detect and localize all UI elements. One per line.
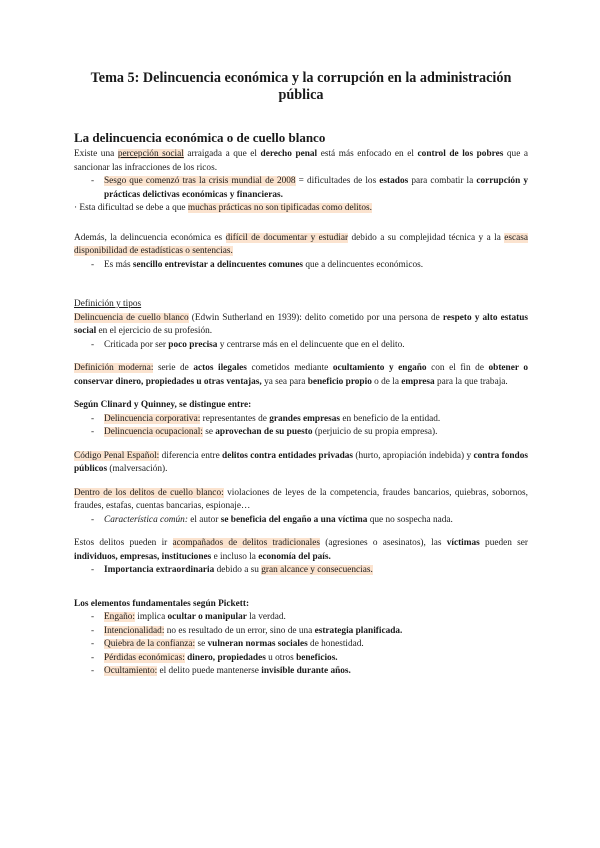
bold-text: invisible durante años. xyxy=(261,666,351,676)
highlight-text: Delincuencia corporativa: xyxy=(104,413,201,424)
bold-text: individuos, empresas, instituciones xyxy=(74,551,212,562)
text: o de la xyxy=(371,376,402,387)
highlight-text: Pérdidas económicas: xyxy=(104,652,185,663)
text: está más enfocado en el xyxy=(317,149,418,159)
bold-text: ocultamiento y engaño xyxy=(332,363,427,373)
text: en el ejercicio de su profesión. xyxy=(96,326,213,336)
text: el delito puede mantenerse xyxy=(157,666,262,676)
list-item xyxy=(74,339,528,353)
bullet-list xyxy=(74,339,528,353)
bold-text: beneficio propio xyxy=(307,376,372,387)
list-item xyxy=(74,665,528,679)
highlight-text: acompañados de delitos tradicionales xyxy=(172,538,320,548)
bullet-list xyxy=(74,259,528,273)
subheading-clinard: Según Clinard y Quinney, se distingue entre: xyxy=(74,400,252,410)
text: u otros xyxy=(265,652,297,663)
text: pueden ser xyxy=(479,538,528,548)
list-item xyxy=(74,175,528,202)
paragraph-sutherland xyxy=(74,312,528,339)
text: Existe una xyxy=(74,149,118,159)
text: ya sea para xyxy=(261,376,308,387)
bold-text: grandes empresas xyxy=(269,413,341,424)
text: representantes de xyxy=(200,413,270,424)
text: violaciones de leyes de la competencia, fraudes bancarios, quiebras, sobornos, fraudes, estafas, cuentas bancarias, espionaje… xyxy=(74,487,529,511)
bold-text: respeto y alto estatus social xyxy=(74,312,528,336)
text: serie de xyxy=(153,363,194,373)
text: · Esta dificultad se debe a que xyxy=(74,203,188,213)
text: e incluso la xyxy=(211,551,259,562)
text: implica xyxy=(134,612,168,622)
subheading-definicion: Definición y tipos xyxy=(74,299,142,309)
text: (malversación). xyxy=(107,464,168,474)
list-item xyxy=(74,426,528,440)
text: debido a su xyxy=(214,565,262,575)
bold-text: víctimas xyxy=(446,538,480,548)
bold-text: sencillo entrevistar a delincuentes comunes xyxy=(132,259,304,270)
bold-text: vulneran normas sociales xyxy=(207,639,308,649)
text: no es resultado de un error, sino de una xyxy=(164,625,315,636)
bold-text: ocultar o manipular xyxy=(167,612,247,622)
text: se xyxy=(202,427,216,437)
highlight-text: Delincuencia de cuello blanco xyxy=(74,312,189,323)
text: para combatir la xyxy=(408,176,477,186)
bold-text: poco precisa xyxy=(168,339,218,350)
highlight-text: Quiebra de la confianza: xyxy=(104,639,196,649)
text: (perjuicio de su propia empresa). xyxy=(312,427,438,437)
text: que a sancionar las infracciones de los ricos. xyxy=(74,149,529,173)
text: (agresiones o asesinatos), las xyxy=(319,538,447,548)
bullet-list xyxy=(74,564,528,578)
paragraph-dentro-de-delitos xyxy=(74,487,528,514)
page-title: Tema 5: Delincuencia económica y la corrupción en la administración pública xyxy=(90,70,512,103)
text: que a delincuentes económicos. xyxy=(303,259,424,270)
text: Criticada por ser xyxy=(104,339,169,350)
bold-text: estados xyxy=(379,176,409,186)
paragraph-percepcion xyxy=(74,148,528,175)
text: (hurto, apropiación indebida) y xyxy=(353,450,474,461)
highlight-text: Código Penal Español: xyxy=(74,450,160,461)
highlight-text: Engaño: xyxy=(104,612,135,622)
text: la verdad. xyxy=(246,612,286,622)
paragraph-dificultad xyxy=(74,202,528,216)
bold-text: economía del país. xyxy=(258,551,331,562)
list-item xyxy=(74,413,528,427)
bold-text: dinero, propiedades xyxy=(187,652,266,663)
highlight-text: difícil de documentar y estudiar xyxy=(225,232,349,243)
bold-text: estrategia planificada. xyxy=(314,625,403,636)
bold-text: aprovechan de su puesto xyxy=(215,427,313,437)
highlight-text: Definición moderna: xyxy=(74,363,154,373)
text: Además, la delincuencia económica es xyxy=(74,232,226,243)
list-item xyxy=(74,564,528,578)
highlight-text: Delincuencia ocupacional: xyxy=(104,427,203,437)
bold-text: actos ilegales xyxy=(193,363,247,373)
subheading-pickett: Los elementos fundamentales según Pickett: xyxy=(74,598,250,609)
text: Es más xyxy=(104,259,133,270)
highlight-text: muchas prácticas no son tipificadas como delitos. xyxy=(187,203,372,213)
highlight-text: Intencionalidad: xyxy=(104,625,165,636)
highlight-text: Dentro de los delitos de cuello blanco: xyxy=(74,487,224,498)
text: y centrarse más en el delincuente que en el delito. xyxy=(217,339,405,350)
list-item xyxy=(74,638,528,652)
text: diferencia entre xyxy=(159,450,223,461)
text: de honestidad. xyxy=(307,639,364,649)
italic-text: Característica común: xyxy=(104,514,188,525)
text: Estos delitos pueden ir xyxy=(74,538,173,548)
highlight-text: percepción social xyxy=(117,149,184,159)
bold-text: derecho penal xyxy=(260,149,318,159)
text: arraigada a que el xyxy=(183,149,261,159)
bold-text: Importancia extraordinaria xyxy=(104,565,215,575)
bold-text: control de los pobres xyxy=(417,149,504,159)
bullet-list xyxy=(74,514,528,528)
list-item xyxy=(74,652,528,666)
text: en beneficio de la entidad. xyxy=(340,413,441,424)
highlight-text: Sesgo que comenzó tras la crisis mundial de 2008 xyxy=(104,176,296,186)
bold-text: corrupción y prácticas delictivas económicas y financieras. xyxy=(104,176,529,200)
text: (Edwin Sutherland en 1939): delito cometido por una persona de xyxy=(188,312,443,323)
bold-text: beneficios. xyxy=(296,652,338,663)
text: se xyxy=(195,639,208,649)
pickett-list xyxy=(74,611,528,679)
list-item xyxy=(74,514,528,528)
bold-text: obtener o conservar dinero, propiedades u otras ventajas, xyxy=(74,363,528,387)
bullet-list xyxy=(74,175,528,202)
paragraph-codigo-penal xyxy=(74,450,528,477)
text: que no sospecha nada. xyxy=(367,514,453,525)
list-item xyxy=(74,611,528,625)
bold-text: empresa xyxy=(401,376,435,387)
list-item xyxy=(74,625,528,639)
bold-text: delitos contra entidades privadas xyxy=(222,450,354,461)
bold-text: contra fondos públicos xyxy=(74,450,528,474)
text: con el fin de xyxy=(426,363,489,373)
paragraph-acompanados xyxy=(74,537,528,564)
highlight-text: Ocultamiento: xyxy=(104,666,158,676)
list-item xyxy=(74,259,528,273)
text: para la que trabaja. xyxy=(434,376,508,387)
highlight-text: escasa disponibilidad de estadísticas o sentencias. xyxy=(74,232,528,256)
bold-text: se beneficia del engaño a una víctima xyxy=(220,514,368,525)
paragraph-definicion-moderna xyxy=(74,362,528,389)
section-heading-delincuencia: La delincuencia económica o de cuello blanco xyxy=(74,130,326,145)
text: el autor xyxy=(187,514,221,525)
highlight-text: gran alcance y consecuencias. xyxy=(261,565,373,575)
bullet-list xyxy=(74,413,528,440)
paragraph-ademas xyxy=(74,232,528,259)
text: cometidos mediante xyxy=(246,363,333,373)
text: = dificultades de los xyxy=(295,176,380,186)
text: debido a su complejidad técnica y a la xyxy=(348,232,505,243)
